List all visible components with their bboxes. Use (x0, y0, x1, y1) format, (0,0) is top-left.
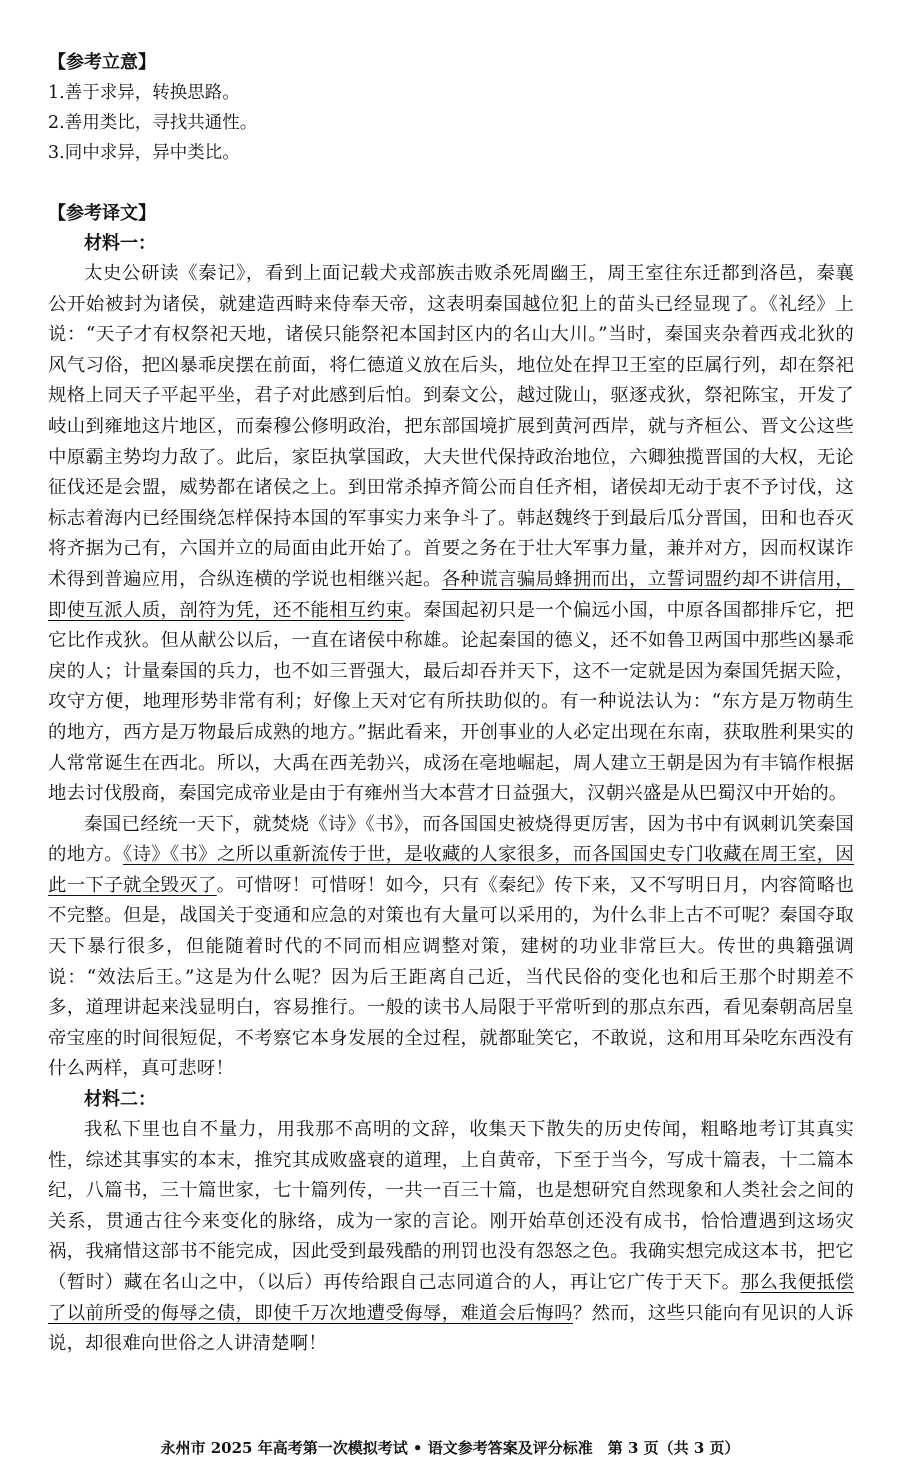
material-1-paragraph-1 (48, 259, 854, 810)
m1p2-text-a: 秦国已经统一天下，就焚烧《诗》《书》，而各国国史被烧得更厉害，因为书中有讽刺讥笑秦国的地方。 (48, 813, 854, 866)
m2p1-underlined: 那么我便抵偿了以前所受的侮辱之债，即使千万次地遭受侮辱，难道会后悔吗 (48, 1272, 855, 1324)
material-2-paragraph-1 (48, 1115, 854, 1360)
m2p1-text-b: ？然而，这些只能向有见识的人诉说，却很难向世俗之人讲清楚啊！ (48, 1302, 854, 1355)
yiwen-section (48, 199, 854, 1360)
lizhi-heading: 【参考立意】 (48, 52, 156, 73)
material-2-title: 材料二： (84, 1089, 156, 1111)
lizhi-point-1: 1.善于求异，转换思路。 (48, 83, 240, 103)
m1p1-text-a: 太史公研读《秦记》，看到上面记载犬戎部族击败杀死周幽王，周王室往东迁都到洛邑，秦襄公开始被封为诸侯，就建造西畤来侍奉天帝，这表明秦国越位犯上的苗头已经显现了。《礼经》上说：“天子才有权祭祀天地，诸侯只能祭祀本国封区内的名山大川。”当时，秦国夹杂着西戎北狄的风气习俗，把凶暴乖戾摆在前面，将仁德道义放在后头，地位处在捍卫王室的臣属行列，却在祭祀规格上同天子平起平坐，君子对此感到后怕。到秦文公，越过陇山，驱逐戎狄，祭祀陈宝，开发了岐山到雍地这片地区，而秦穆公修明政治，把东部国境扩展到黄河西岸，就与齐桓公、晋文公这些中原霸主势均力敌了。此后，家臣执掌国政，大夫世代保持政治地位，六卿独揽晋国的大权，无论征伐还是会盟，威势都在诸侯之上。到田常杀掉齐简公而自任齐相，诸侯却无动于衷不予讨伐，这标志着海内已经围绕怎样保持本国的军事实力来争斗了。韩赵魏终于到最后瓜分晋国，田和也吞灭将齐据为己有，六国并立的局面由此开始了。首要之务在于壮大军事力量，兼并对方，因而权谋诈术得到普遍应用，合纵连横的学说也相继兴起。 (48, 263, 854, 590)
page-footer: 永州市 2025 年高考第一次模拟考试 • 语文参考答案及评分标准 第 3 页（共 3 页） (160, 1439, 740, 1457)
m1p1-underlined: 各种谎言骗局蜂拥而出，立誓词盟约却不讲信用，即使互派人质，剖符为凭，还不能相互约束 (48, 568, 854, 621)
m1p2-text-b: 。可惜呀！可惜呀！如今，只有《秦纪》传下来，又不写明日月，内容简略也不完整。但是，战国关于变通和应急的对策也有大量可以采用的，为什么非上古不可呢？秦国夺取天下暴行很多，但能随着时代的不同而相应调整对策，建树的功业非常巨大。传世的典籍强调说：“效法后王。”这是为什么呢？因为后王距离自己近，当代民俗的变化也和后王那个时期差不多，道理讲起来浅显明白，容易推行。一般的读书人局限于平常听到的那点东西，看见秦朝高居皇帝宝座的时间很短促，不考察它本身发展的全过程，就都耻笑它，不敢说，这和用耳朵吃东西没有什么两样，真可悲呀！ (48, 874, 854, 1080)
m1p1-text-b: 。秦国起初只是一个偏远小国，中原各国都排斥它，把它比作戎狄。但从献公以后，一直在诸侯中称雄。论起秦国的德义，还不如鲁卫两国中那些凶暴乖戾的人；计量秦国的兵力，也不如三晋强大，最后却吞并天下，这不一定就是因为秦国凭据天险，攻守方便，地理形势非常有利；好像上天对它有所扶助似的。有一种说法认为：“东方是万物萌生的地方，西方是万物最后成熟的地方。”据此看来，开创事业的人必定出现在东南，获取胜利果实的人常常诞生在西北。所以，大禹在西羌勃兴，成汤在亳地崛起，周人建立王朝是因为有丰镐作根据地去讨伐殷商，秦国完成帝业是由于有雍州当大本营才日益强大，汉朝兴盛是从巴蜀汉中开始的。 (48, 599, 854, 805)
lizhi-section (48, 48, 854, 168)
material-1-title: 材料一： (84, 233, 156, 254)
m2p1-text-a: 我私下里也自不量力，用我那不高明的文辞，收集天下散失的历史传闻，粗略地考订其真实性，综述其事实的本末，推究其成败盛衰的道理，上自黄帝，下至于当今，写成十篇表，十二篇本纪，八篇书，三十篇世家，七十篇列传，一共一百三十篇，也是想研究自然现象和人类社会之间的关系，贯通古往今来变化的脉络，成为一家的言论。刚开始草创还没有成书，恰恰遭遇到这场灾祸，我痛惜这部书不能完成，因此受到最残酷的刑罚也没有怨怒之色。我确实想完成这本书，把它（暂时）藏在名山之中，（以后）再传给跟自己志同道合的人，再让它广传于天下。 (48, 1119, 854, 1293)
lizhi-point-2: 2.善用类比，寻找共通性。 (48, 113, 258, 133)
yiwen-heading: 【参考译文】 (48, 203, 156, 224)
lizhi-point-3: 3.同中求异，异中类比。 (48, 143, 240, 163)
material-1-paragraph-2 (48, 810, 854, 1085)
m1p2-underlined: 《诗》《书》之所以重新流传于世，是收藏的人家很多，而各国国史专门收藏在周王室，因此一下子就全毁灭了 (48, 844, 854, 896)
